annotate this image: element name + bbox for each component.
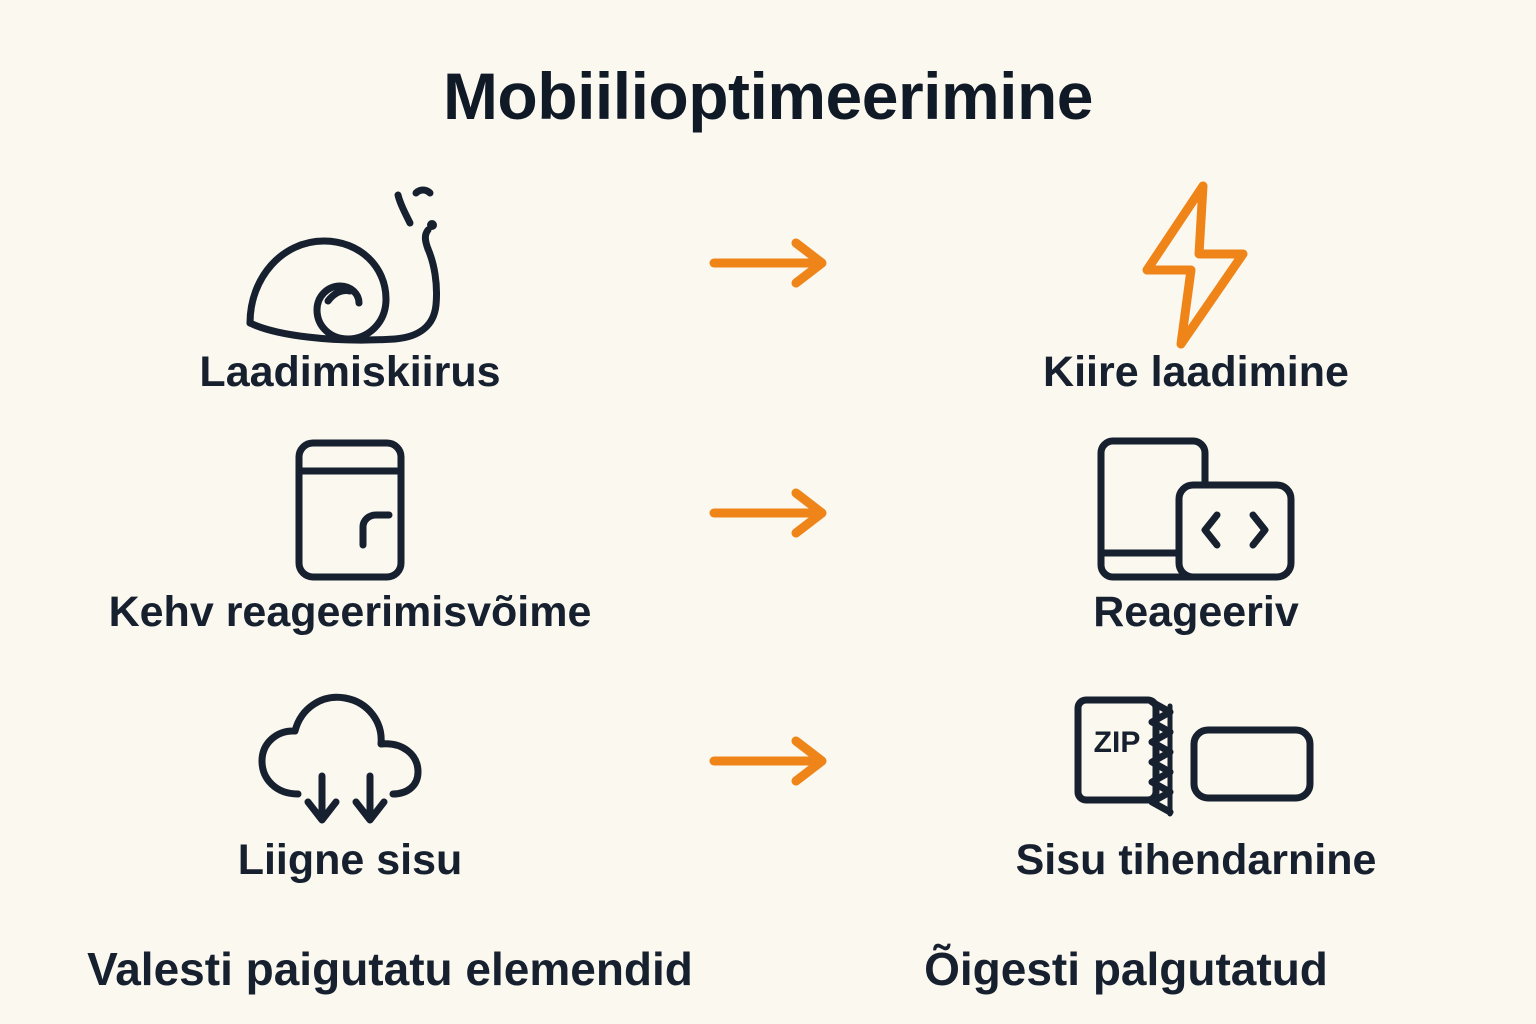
footer-right-label: Õigesti palgutatud [924,943,1328,995]
comparison-row [0,430,1536,678]
zip-compression-icon [1066,678,1326,838]
footer-labels [0,942,1536,996]
page-title: Mobiilioptimeerimine [442,59,1094,133]
lightning-bolt-icon [1131,180,1261,350]
row-1-left-label: Laadimiskiirus [199,348,501,396]
row-3-right-label: Sisu tihendarnine [1015,836,1377,884]
row-1-left [90,180,610,395]
row-2-right-label: Reageeriv [1093,588,1299,636]
comparison-row [0,180,1536,430]
row-3-left [90,678,610,883]
row-3-right [936,678,1456,883]
cloud-download-icon [250,678,450,838]
responsive-devices-icon [1091,430,1301,590]
arrow-right-icon [708,485,838,541]
arrow-right-icon [708,733,838,789]
row-3-left-label: Liigne sisu [237,836,463,884]
snail-icon [220,180,480,350]
row-3-arrow [663,678,883,789]
comparison-row [0,678,1536,928]
row-1-right-label: Kiire laadimine [1043,348,1349,396]
comparison-rows [0,180,1536,928]
footer-left-label: Valesti paigutatu elemendid [87,943,693,995]
row-2-right [936,430,1456,635]
row-1-arrow [663,180,883,291]
mobile-phone-icon [285,430,415,590]
svg-text:ZIP: ZIP [1093,725,1141,759]
row-2-left-label: Kehv reageerimisvõime [108,588,592,636]
row-2-left [90,430,610,635]
row-2-arrow [663,430,883,541]
row-1-right [936,180,1456,395]
arrow-right-icon [708,235,838,291]
